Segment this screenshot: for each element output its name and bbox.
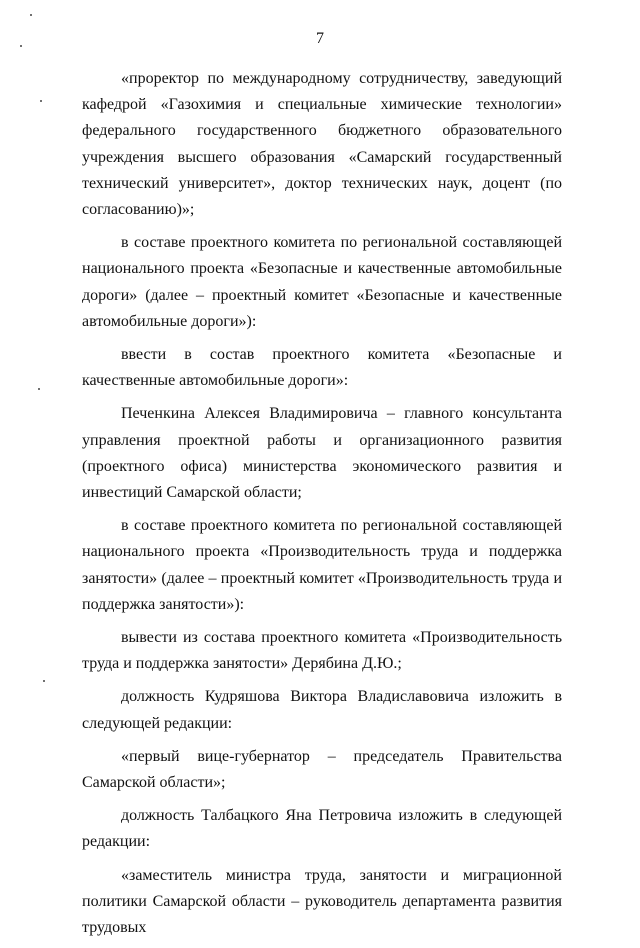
scan-artifact xyxy=(40,100,42,102)
paragraph: в составе проектного комитета по региональной составляющей национального проекта «Производительность труда и поддержка занятости» (далее – проектный комитет «Производительность труда и поддержка занятости»): xyxy=(82,517,562,613)
scan-artifact xyxy=(38,388,40,390)
paragraph: «проректор по международному сотрудничеству, заведующий кафедрой «Газохимия и специальные химические технологии» федерального государственного бюджетного образовательного учреждения высшего образования «Самарский государственный технический университет», доктор технических наук, доцент (по согласованию)»; xyxy=(82,70,562,219)
paragraph: «первый вице-губернатор – председатель Правительства Самарской области»; xyxy=(82,747,562,792)
paragraph: ввести в состав проектного комитета «Безопасные и качественные автомобильные дороги»: xyxy=(82,346,562,390)
paragraph: должность Талбацкого Яна Петровича изложить в следующей редакции: xyxy=(82,807,562,851)
paragraph: вывести из состава проектного комитета «Производительность труда и поддержка занятости» Дерябина Д.Ю.; xyxy=(82,629,562,673)
paragraph: Печенкина Алексея Владимировича – главного консультанта управления проектной работы и организационного развития (проектного офиса) министерства экономического развития и инвестиций Самарской области; xyxy=(82,405,562,502)
paragraph: должность Кудряшова Виктора Владиславовича изложить в следующей редакции: xyxy=(82,688,562,732)
scan-artifact xyxy=(43,680,45,682)
document-body xyxy=(82,66,562,948)
paragraph: «заместитель министра труда, занятости и миграционной политики Самарской области – руководитель департамента развития трудовых xyxy=(82,866,562,937)
page-number: 7 xyxy=(316,30,324,47)
paragraph: в составе проектного комитета по региональной составляющей национального проекта «Безопасные и качественные автомобильные дороги» (далее – проектный комитет «Безопасные и качественные автомобильные дороги»): xyxy=(82,234,562,330)
scan-artifact xyxy=(30,14,32,16)
